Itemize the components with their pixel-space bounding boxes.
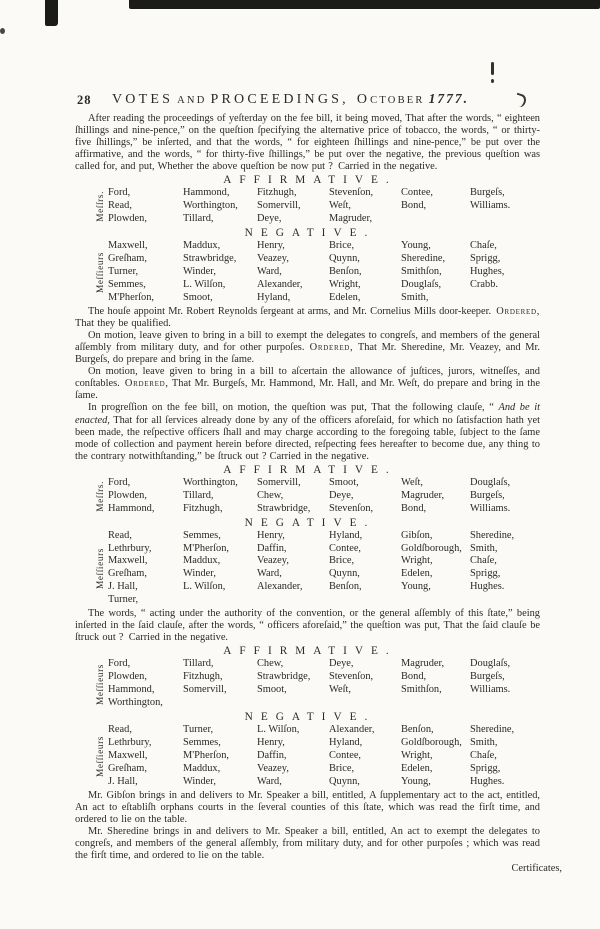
voter-name: Gibſon, [401, 529, 433, 541]
text-run: That Mr. Burgeſs, Mr. Hammond, Mr. Hall, and Mr. Weſt, do prepare and bring in the ſame. [75, 378, 540, 402]
text-run: Mr. Sheredine brings in and delivers to Mr. Speaker a bill, entitled, An act to exempt the delegates to congreſs, and members of the general aſſembly, from military duty, and for other purpoſes ; which was read the firſt time, and ordered to lie on the table. [75, 825, 540, 861]
division-heading: NEGATIVE. [244, 227, 376, 240]
voter-name: Read, [108, 724, 132, 735]
messieurs-label-wrap [75, 724, 108, 789]
text-run: On motion, leave given to bring in a bill to exempt the delegates to congreſs, and members of the general aſſembly from military duty, and for other purpoſes. [75, 329, 540, 353]
voter-name: Henry, [257, 529, 285, 541]
voter-name: Smoot, [183, 291, 213, 303]
voter-name: Turner, [183, 724, 214, 735]
voter-name: Hughes, [470, 266, 505, 277]
voter-name: J. Hall, [108, 775, 138, 787]
voter-name: Smith, [470, 542, 498, 554]
voter-name: Fitzhugh, [183, 502, 223, 514]
text-run: Mr. Gibſon brings in and delivers to Mr. Speaker a bill, entitled, A ſupplementary act to the act, entitled, An act to eſtabliſh orphans courts in the ſeveral counties of this ſtate, which was read the firſt time, and ordered to lie on the table. [75, 789, 540, 825]
voter-name: Douglaſs, [470, 476, 511, 488]
voter-name: Ford, [108, 476, 131, 488]
vote-table [75, 187, 540, 226]
paragraph-justices-allowance-motion [75, 366, 540, 402]
voter-name: Williams. [470, 502, 511, 514]
voter-name: Smithſon, [401, 266, 442, 277]
voter-name: Maddux, [183, 762, 221, 774]
vote-column [257, 477, 329, 516]
voter-name: Hammond, [108, 684, 155, 696]
voter-name: Weſt, [329, 200, 351, 212]
voter-name: Bond, [401, 671, 427, 683]
voter-name: Magruder, [401, 489, 445, 501]
voter-name: Contee, [329, 749, 362, 761]
voter-name: Smithſon, [401, 684, 442, 696]
text-run: That Mr. Sheredine, Mr. Veazey, and Mr. Burgeſs, do prepare and bring in the ſame. [75, 342, 541, 366]
paragraph-house-appointments [75, 306, 540, 330]
voter-name: Young, [401, 775, 431, 787]
vote-column [257, 724, 329, 789]
text-run: The words, “ acting under the authority of the convention, or the general aſſembly of this ſtate,” being inſerted in the ſaid clauſe, after the words, “ officers aforeſaid,” the queſtion was put, That the ſaid clauſe be ſtruck out ? Carried in the negative. [75, 608, 540, 644]
voter-name: L. Wilſon, [257, 724, 300, 735]
voter-name: Benſon, [401, 724, 434, 735]
messrs-label: Meſſrs. [96, 191, 107, 223]
smallcaps-run: Ordered, [124, 378, 169, 390]
voter-name: Turner, [108, 266, 139, 277]
voter-name: Hyland, [257, 291, 291, 303]
title-and: AND [177, 95, 207, 106]
voter-name: Brice, [329, 555, 355, 567]
voter-name: Semmes, [108, 278, 146, 290]
voter-name: Fitzhugh, [257, 187, 297, 199]
page-header [75, 90, 540, 109]
voter-name: Williams. [470, 684, 511, 696]
ink-mark [491, 62, 494, 75]
vote-column [183, 530, 257, 607]
messieurs-label: Meſſieurs [96, 251, 107, 293]
smallcaps-run: Ordered, [496, 305, 540, 317]
voter-name: Goldſborough, [401, 542, 462, 554]
title-votes: VOTES [112, 92, 174, 107]
voter-name: Worthington, [183, 200, 238, 212]
voter-name: Plowden, [108, 489, 147, 501]
vote-table [75, 658, 540, 710]
voter-name: Quynn, [329, 568, 360, 580]
voter-name: Chaſe, [470, 240, 497, 252]
vote-column [108, 658, 183, 710]
voter-name: Hughes. [470, 775, 505, 787]
vote-table [75, 477, 540, 516]
voter-name: Maxwell, [108, 749, 148, 761]
vote-column [401, 530, 470, 607]
voter-name: Greſham, [108, 253, 147, 265]
vote-column [108, 240, 183, 305]
voter-name: Tillard, [183, 658, 214, 670]
voter-name: Deye, [257, 213, 282, 225]
voter-name: Chew, [257, 658, 284, 670]
voter-name: Brice, [329, 762, 355, 774]
voter-name: Maxwell, [108, 240, 148, 252]
voter-name: Goldſborough, [401, 736, 462, 748]
smallcaps-run: Ordered, [309, 342, 354, 353]
voter-name: Ford, [108, 658, 131, 670]
vote-column [108, 187, 183, 226]
voter-name: Semmes, [183, 736, 221, 748]
voter-name: Henry, [257, 736, 285, 748]
voter-name: Benſon, [329, 266, 362, 277]
vote-column [257, 187, 329, 226]
vote-column [183, 240, 257, 305]
voter-name: Ford, [108, 187, 131, 199]
paragraph-convention-words [75, 608, 540, 644]
voter-name: Wright, [329, 278, 361, 290]
messieurs-label-wrap [75, 658, 108, 710]
voter-name: Smith, [401, 291, 429, 303]
voter-name: Veazey, [257, 762, 289, 774]
voter-name: Crabb. [470, 278, 498, 290]
vote-column [183, 724, 257, 789]
voter-name: Magruder, [329, 213, 373, 225]
vote-column [329, 658, 401, 710]
voter-name: Contee, [329, 542, 362, 554]
vote-column [401, 724, 470, 789]
voter-name: Bond, [401, 502, 427, 514]
vote-division-affirmative-3 [75, 645, 540, 710]
messieurs-label-wrap [75, 530, 108, 607]
voter-name: Somervill, [257, 476, 301, 488]
voter-name: Sprigg, [470, 568, 501, 580]
voter-name: Alexander, [257, 278, 303, 290]
voter-name: Chaſe, [470, 749, 497, 761]
voter-name: Magruder, [401, 658, 445, 670]
voter-name: Ward, [257, 266, 282, 277]
voter-name: Sheredine, [470, 529, 515, 541]
voter-name: Young, [401, 240, 431, 252]
paragraph-gibson-bill [75, 790, 540, 826]
vote-table [75, 724, 540, 789]
vote-column [108, 724, 183, 789]
vote-column [401, 658, 470, 710]
voter-name: Smoot, [257, 684, 287, 696]
vote-column [257, 658, 329, 710]
voter-name: Lethrbury, [108, 542, 152, 554]
vote-column [108, 530, 183, 607]
vote-column [329, 477, 401, 516]
vote-column [329, 187, 401, 226]
vote-division-negative-2 [75, 517, 540, 607]
voter-name: M'Pherſon, [183, 542, 230, 554]
division-heading: NEGATIVE. [244, 516, 376, 529]
vote-column [470, 658, 540, 710]
voter-name: M'Pherſon, [108, 291, 155, 303]
paragraph-sheredine-bill [75, 826, 540, 862]
vote-division-affirmative-2 [75, 464, 540, 516]
voter-name: Edelen, [401, 762, 433, 774]
voter-name: Stevenſon, [329, 671, 374, 683]
voter-name: Young, [401, 581, 431, 593]
voter-name: Read, [108, 529, 132, 541]
voter-name: Stevenſon, [329, 187, 374, 199]
vote-column [108, 477, 183, 516]
voter-name: Sheredine, [470, 724, 515, 735]
title-october: CTOBER [370, 95, 425, 106]
voter-name: Chew, [257, 489, 284, 501]
scan-edge-artifact [129, 0, 600, 9]
title-year: 1777. [428, 91, 469, 106]
vote-column [257, 240, 329, 305]
text-run: That for all ſervices already done by any of the officers aforeſaid, for which no ſatisfaction hath yet been made, the reſpective officers ſhall and may charge according to the foregoing table, ſubject to the ſame mode of collection and payment herein before directed, reſpecting fees hereafter to become due, any thing to the contrary notwithſtanding,” be ſtruck out ? Carried in the negative. [75, 414, 540, 462]
messieurs-label: Meſſieurs [96, 547, 107, 589]
voter-name: Strawbridge, [183, 253, 237, 265]
voter-name: Edelen, [329, 291, 361, 303]
messieurs-label: Meſſieurs [96, 663, 107, 705]
voter-name: Wright, [401, 749, 433, 761]
vote-table [75, 240, 540, 305]
ink-speck [0, 28, 5, 34]
scan-edge-tick-artifact [45, 0, 58, 26]
page-content [75, 90, 562, 875]
messieurs-label: Meſſieurs [96, 735, 107, 777]
vote-column [329, 724, 401, 789]
voter-name: Hyland, [329, 529, 363, 541]
vote-division-affirmative-1 [75, 174, 540, 226]
voter-name: Deye, [329, 658, 354, 670]
voter-name: Bond, [401, 200, 427, 212]
voter-name: Brice, [329, 240, 355, 252]
vote-column [470, 240, 540, 305]
voter-name: Somervill, [257, 200, 301, 212]
voter-name: Hyland, [329, 736, 363, 748]
voter-name: Daffin, [257, 749, 287, 761]
voter-name: Deye, [329, 489, 354, 501]
voter-name: Strawbridge, [257, 671, 311, 683]
voter-name: Chaſe, [470, 555, 497, 567]
voter-name: Veazey, [257, 253, 289, 265]
voter-name: Maddux, [183, 240, 221, 252]
text-run: The houſe appoint Mr. Robert Reynolds ſergeant at arms, and Mr. Cornelius Mills door-keeper. [88, 305, 497, 317]
voter-name: Maxwell, [108, 555, 148, 567]
voter-name: Edelen, [401, 568, 433, 580]
voter-name: Greſham, [108, 762, 147, 774]
paragraph-exempt-delegates-motion [75, 330, 540, 366]
voter-name: Alexander, [257, 581, 303, 593]
voter-name: Turner, [108, 594, 139, 606]
division-heading: AFFIRMATIVE. [223, 463, 397, 476]
vote-column [401, 240, 470, 305]
voter-name: Sprigg, [470, 253, 501, 265]
voter-name: Smoot, [329, 476, 359, 488]
page-number: 28 [77, 93, 92, 107]
voter-name: Veazey, [257, 555, 289, 567]
text-run: In progreſſion on the fee bill, on motion, the queſtion was put, That the following clauſe, “ [88, 402, 499, 414]
paragraph-fee-bill-clause [75, 402, 540, 462]
voter-name: Hammond, [183, 187, 230, 199]
voter-name: Quynn, [329, 775, 360, 787]
voter-name: Contee, [401, 187, 434, 199]
voter-name: Winder, [183, 775, 216, 787]
vote-column [401, 187, 470, 226]
title-proceedings: PROCEEDINGS, [210, 92, 349, 107]
voter-name: Winder, [183, 568, 216, 580]
voter-name: L. Wilſon, [183, 278, 226, 290]
voter-name: Sheredine, [401, 253, 446, 265]
division-heading: AFFIRMATIVE. [223, 174, 397, 187]
voter-name: L. Wilſon, [183, 581, 226, 593]
voter-name: Douglaſs, [470, 658, 511, 670]
catchword: Certificates, [511, 863, 562, 875]
voter-name: Ward, [257, 775, 282, 787]
vote-column [257, 530, 329, 607]
vote-column [401, 477, 470, 516]
voter-name: Weſt, [401, 476, 423, 488]
voter-name: Lethrbury, [108, 736, 152, 748]
voter-name: Hammond, [108, 502, 155, 514]
vote-column [329, 530, 401, 607]
voter-name: Worthington, [183, 476, 238, 488]
vote-column [470, 724, 540, 789]
voter-name: Tillard, [183, 489, 214, 501]
text-run: After reading the proceedings of yeſterday on the fee bill, it being moved, That after the words, “ eighteen ſhillings and nine-pence,” on the queſtion ſpecifying the alternative price of tobacco, the words, “ or thirty-five ſhillings,” be inſerted, and that the words, “ for eighteen ſhillings and nine-pence,” be put over the affirmative, and the words, “ for thirty-five ſhillings,” be put over the negative, the previous queſtion was called for, and put, Whether the above queſtion be now put ? Carried in the negative. [75, 113, 540, 173]
voter-name: Somervill, [183, 684, 227, 696]
division-heading: AFFIRMATIVE. [223, 645, 397, 658]
voter-name: Wright, [401, 555, 433, 567]
vote-column [470, 187, 540, 226]
voter-name: Maddux, [183, 555, 221, 567]
voter-name: Burgeſs, [470, 671, 505, 683]
vote-column [183, 477, 257, 516]
voter-name: Daffin, [257, 542, 287, 554]
vote-column [470, 530, 540, 607]
voter-name: Sprigg, [470, 762, 501, 774]
page-title [112, 90, 469, 108]
voter-name: Read, [108, 200, 132, 212]
vote-division-negative-3 [75, 711, 540, 789]
paragraph-fee-bill-motion [75, 113, 540, 173]
voter-name: Williams. [470, 200, 511, 212]
title-october-initial: O [356, 92, 371, 107]
voter-name: Ward, [257, 568, 282, 580]
voter-name: Plowden, [108, 213, 147, 225]
messrs-label-wrap [75, 477, 108, 516]
voter-name: Strawbridge, [257, 502, 311, 514]
voter-name: Benſon, [329, 581, 362, 593]
vote-division-negative-1 [75, 227, 540, 305]
voter-name: Burgeſs, [470, 187, 505, 199]
voter-name: Douglaſs, [401, 278, 442, 290]
voter-name: J. Hall, [108, 581, 138, 593]
voter-name: Plowden, [108, 671, 147, 683]
voter-name: Fitzhugh, [183, 671, 223, 683]
voter-name: M'Pherſon, [183, 749, 230, 761]
vote-table [75, 530, 540, 607]
messrs-label-wrap [75, 187, 108, 226]
messrs-label: Meſſrs. [96, 480, 107, 512]
voter-name: Semmes, [183, 529, 221, 541]
division-heading: NEGATIVE. [244, 711, 376, 723]
voter-name: Burgeſs, [470, 489, 505, 501]
vote-column [470, 477, 540, 516]
vote-column [183, 187, 257, 226]
vote-column [329, 240, 401, 305]
voter-name: Winder, [183, 266, 216, 277]
voter-name: Tillard, [183, 213, 214, 225]
voter-name: Weſt, [329, 684, 351, 696]
voter-name: Quynn, [329, 253, 360, 265]
italic-run: And be it enacted, [75, 402, 540, 426]
voter-name: Stevenſon, [329, 502, 374, 514]
voter-name: Greſham, [108, 568, 147, 580]
voter-name: Henry, [257, 240, 285, 252]
voter-name: Hughes. [470, 581, 505, 593]
text-run: That they be qualified. [75, 317, 171, 329]
voter-name: Worthington, [108, 697, 163, 709]
messieurs-label-wrap [75, 240, 108, 305]
voter-name: Smith, [470, 736, 498, 748]
vote-column [183, 658, 257, 710]
voter-name: Alexander, [329, 724, 375, 735]
text-run: On motion, leave given to bring in a bill to aſcertain the allowance of juſtices, jurors, witneſſes, and conſtables. [75, 366, 540, 390]
